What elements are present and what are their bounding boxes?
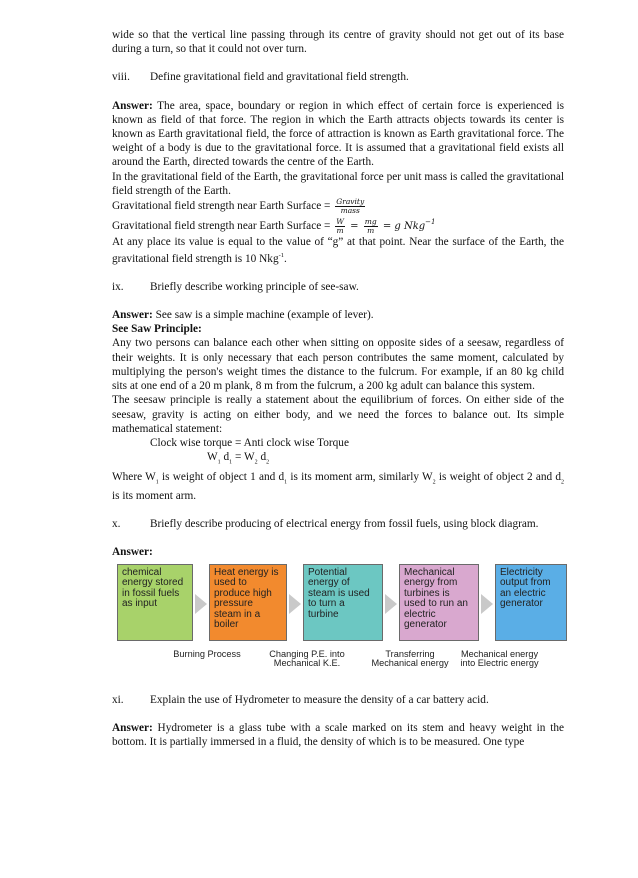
block-electricity-output: Electricity output from an electric generator [495,564,567,641]
answer-label: Answer: [112,309,153,322]
where-statement: Where $W_1$ is weight of object 1 and $d_1$ is its moment arm, similarly $W_2$ is weight of object 2 and $d_2$ is its moment arm. [112,470,565,503]
fraction-denominator: mass [340,206,360,216]
block-potential-energy: Potential energy of steam is used to turn a turbine [303,564,383,641]
question-text: Explain the use of Hydrometer to measure the density of a car battery acid. [150,693,489,706]
answer-8-para2: In the gravitational field of the Earth, the gravitational force per unit mass is called the gravitational field strength of the Earth. [112,170,564,197]
question-8 [112,70,564,84]
fraction-numerator: Gravity [336,197,365,207]
answer-text: See saw is a simple machine (example of lever). [152,309,374,322]
energy-block-diagram [117,564,551,679]
arrow-right-icon [195,594,207,614]
equation-result: = g Nkg [379,220,426,232]
question-number: ix. [112,280,124,293]
principle-heading: See Saw Principle: [112,323,202,336]
question-11 [112,693,564,707]
moment-equation: $W_1$ $d_1 = W_2$ $d_2$ [207,451,270,466]
question-number: viii. [112,71,130,84]
question-text: Briefly describe working principle of see-saw. [150,280,359,293]
fraction-mg-m [364,218,378,235]
answer-8 [112,99,564,170]
caption-mechanical-to-electric: Mechanical energy into Electric energy [460,648,539,669]
question-10 [112,517,564,531]
answer-11 [112,721,564,749]
answer-8-para3: At any place its value is equal to the value of “g” at that point. Near the surface of the Earth, the gravitational field strength is 10 Nkg$^{-1}$. [112,235,564,265]
fraction-numerator: mg [364,216,377,226]
arrow-right-icon [385,594,397,614]
question-number: xi. [112,693,124,706]
fraction-numerator: W [336,216,344,226]
question-text: Briefly describe producing of electrical energy from fossil fuels, using block diagram. [150,518,539,531]
block-heat-energy: Heat energy is used to produce high pressure steam in a boiler [209,564,287,641]
equation-1 [112,198,564,215]
answer-label: Answer: [112,721,153,734]
fraction-denominator: m [367,225,375,235]
answer-10 [112,545,564,559]
torque-equation: Clock wise torque = Anti clock wise Torque [150,436,349,449]
question-number: x. [112,518,121,531]
arrow-right-icon [481,594,493,614]
caption-burning: Burning Process [173,648,241,659]
intro-paragraph: wide so that the vertical line passing through its centre of gravity should not get out of its base during a turn, so that it could not over turn. [112,29,564,56]
caption-transferring: Transferring Mechanical energy [371,648,449,669]
fraction-w-m [335,218,345,235]
block-mechanical-energy: Mechanical energy from turbines is used to run an electric generator [399,564,479,641]
equation-exponent: −1 [425,218,436,227]
answer-9-para2: The seesaw principle is really a statement about the equilibrium of forces. On either side of the seesaw, gravity is acting on either body, and we need the forces to balance out. Its simple mathematical statement: [112,394,564,435]
answer-text: The area, space, boundary or region in which effect of certain force is experienced is known as field of that force. The region in which the Earth attracts objects towards its center is known as Earth gravitational field, the force of attraction is known as Earth gravitational force. The weight of a body is due to the gravitational force. It is assumed that a gravitational field exists all around the Earth, directed towards the centre of the Earth. [112,99,564,169]
answer-text: Hydrometer is a glass tube with a scale marked on its stem and heavy weight in the bottom. It is partially immersed in a fluid, the density of which is to be measured. One type [112,721,564,749]
question-9 [112,280,564,294]
block-chemical-energy: chemical energy stored in fossil fuels as input [117,564,193,641]
equation-2: Gravitational field strength near Earth Surface = $\frac{W}{m}$ = $\frac{mg}{m}$ = g Nkg$^{-1}$ [112,216,436,235]
arrow-right-icon [289,594,301,614]
answer-label: Answer: [112,99,153,112]
answer-9 [112,308,564,322]
fraction-gravity-mass [335,198,365,215]
question-text: Define gravitational field and gravitational field strength. [150,71,409,84]
document-page [112,28,564,749]
equation-label: Gravitational field strength near Earth Surface = [112,219,334,232]
equation-label: Gravitational field strength near Earth Surface = [112,200,334,213]
answer-9-para1: Any two persons can balance each other when sitting on opposite sides of a seesaw, regardless of their weights. It is only necessary that each person contributes the same moment, calculated by multiplying the person's weight times the distance to the fulcrum. For example, if an 80 kg child sits at one end of a 20 m plank, 8 m from the fulcrum, a 200 kg adult can balance this system. [112,337,564,393]
fraction-denominator: m [336,225,344,235]
answer-label: Answer: [112,546,153,559]
caption-changing-pe: Changing P.E. into Mechanical K.E. [269,648,345,669]
